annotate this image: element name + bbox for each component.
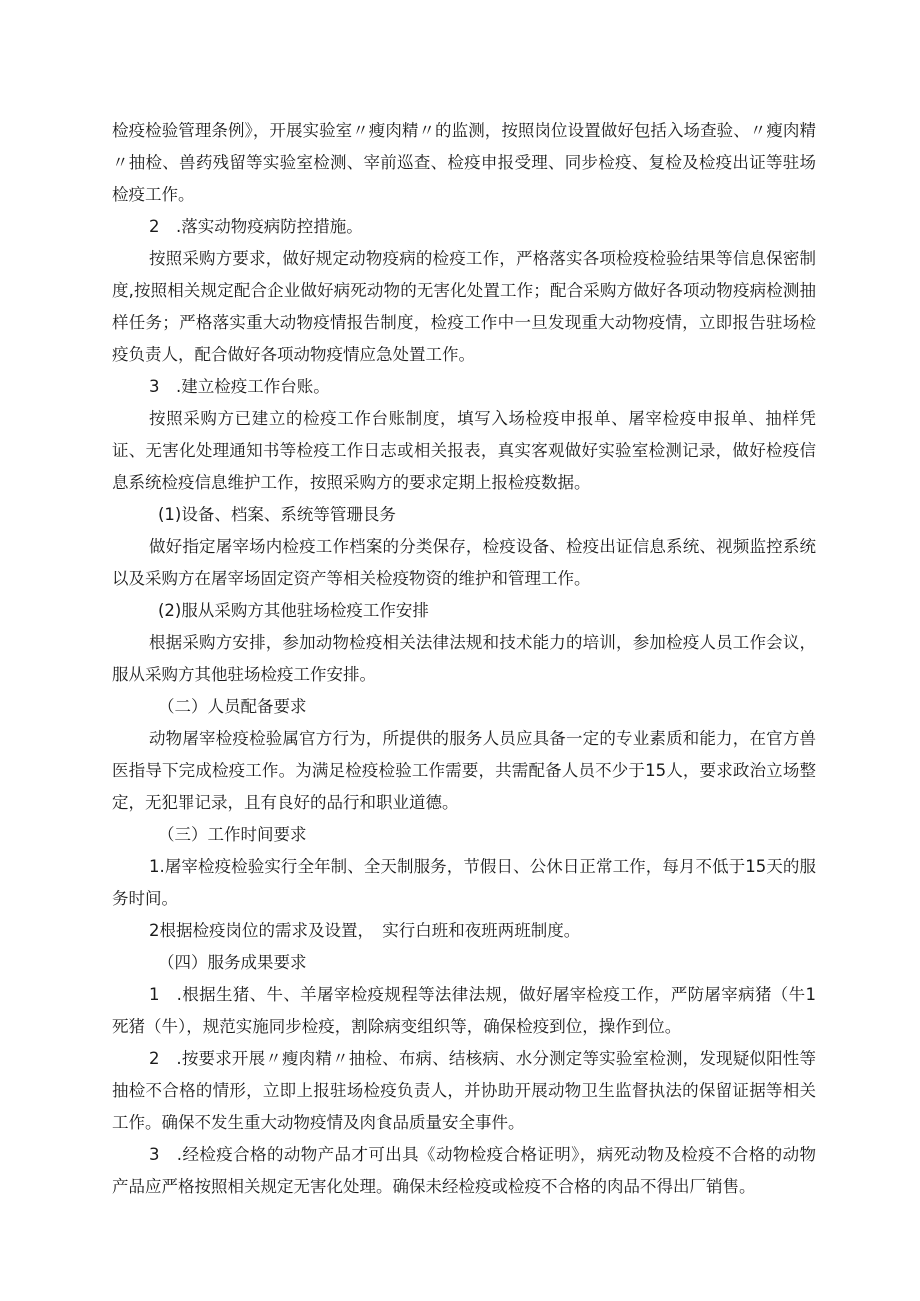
document-body: [112, 115, 816, 1203]
subsection-2-heading: (2)服从采购方其他驻场检疫工作安排: [158, 601, 429, 620]
paragraph-disease-control: 按照采购方要求，做好规定动物疫病的检疫工作，严格落实各项检疫检验结果等信息保密制度,按照相关规定配合企业做好病死动物的无害化处置工作；配合采购方做好各项动物疫病检测抽样任务；严格落实重大动物疫情报告制度，检疫工作中一旦发现重大动物疫情，立即报告驻场检疫负责人，配合做好各项动物疫情应急处置工作。: [112, 249, 816, 364]
subsection-1-heading: (1)设备、档案、系统等管珊艮务: [158, 505, 396, 524]
paragraph-personnel: 动物屠宰检疫检验属官方行为，所提供的服务人员应具备一定的专业素质和能力，在官方兽医指导下完成检疫工作。为满足检疫检验工作需要，共需配备人员不少于15人，要求政治立场整定，无犯罪记录，且有良好的品行和职业道德。: [112, 729, 816, 812]
paragraph-results-2: 2 .按要求开展〃瘦肉精〃抽检、布病、结核病、水分测定等实验室检测，发现疑似阳性等抽检不合格的情形，立即上报驻场检疫负责人，并协助开展动物卫生监督执法的保留证据等相关工作。确保不发生重大动物疫情及肉食品质量安全事件。: [112, 1049, 816, 1132]
paragraph-worktime-2: 2根据检疫岗位的需求及设置， 实行白班和夜班两班制度。: [149, 921, 581, 940]
paragraph-results-3: 3 .经检疫合格的动物产品才可出具《动物检疫合格证明》，病死动物及检疫不合格的动物产品应严格按照相关规定无害化处理。确保未经检疫或检疫不合格的肉品不得出厂销售。: [112, 1145, 816, 1196]
paragraph-continuation: 检疫检验管理条例》，开展实验室〃瘦肉精〃的监测，按照岗位设置做好包括入场查验、〃瘦肉精〃抽检、兽药残留等实验室检测、宰前巡查、检疫申报受理、同步检疫、复检及检疫出证等驻场检疫工作。: [112, 121, 816, 204]
paragraph-worktime-1: 1.屠宰检疫检验实行全年制、全天制服务，节假日、公休日正常工作，每月不低于15天的服务时间。: [112, 857, 816, 908]
section-results-heading: （四）服务成果要求: [158, 953, 307, 972]
paragraph-other-arrangements: 根据采购方安排，参加动物检疫相关法律法规和技术能力的培训，参加检疫人员工作会议，服从采购方其他驻场检疫工作安排。: [112, 633, 816, 684]
section-item-2-heading: 2 .落实动物疫病防控措施。: [149, 217, 363, 236]
paragraph-ledger: 按照采购方已建立的检疫工作台账制度，填写入场检疫申报单、屠宰检疫申报单、抽样凭证、无害化处理通知书等检疫工作日志或相关报表，真实客观做好实验室检测记录，做好检疫信息系统检疫信息维护工作，按照采购方的要求定期上报检疫数据。: [112, 409, 816, 492]
section-personnel-heading: （二）人员配备要求: [158, 697, 307, 716]
paragraph-equipment-archives: 做好指定屠宰场内检疫工作档案的分类保存，检疫设备、检疫出证信息系统、视频监控系统以及采购方在屠宰场固定资产等相关检疫物资的维护和管理工作。: [112, 537, 816, 588]
section-item-3-heading: 3 .建立检疫工作台账。: [149, 377, 330, 396]
paragraph-results-1: 1 .根据生猪、牛、羊屠宰检疫规程等法律法规，做好屠宰检疫工作，严防屠宰病猪（牛1死猪（牛），规范实施同步检疫，割除病变组织等，确保检疫到位，操作到位。: [112, 985, 816, 1036]
section-worktime-heading: （三）工作时间要求: [158, 825, 307, 844]
